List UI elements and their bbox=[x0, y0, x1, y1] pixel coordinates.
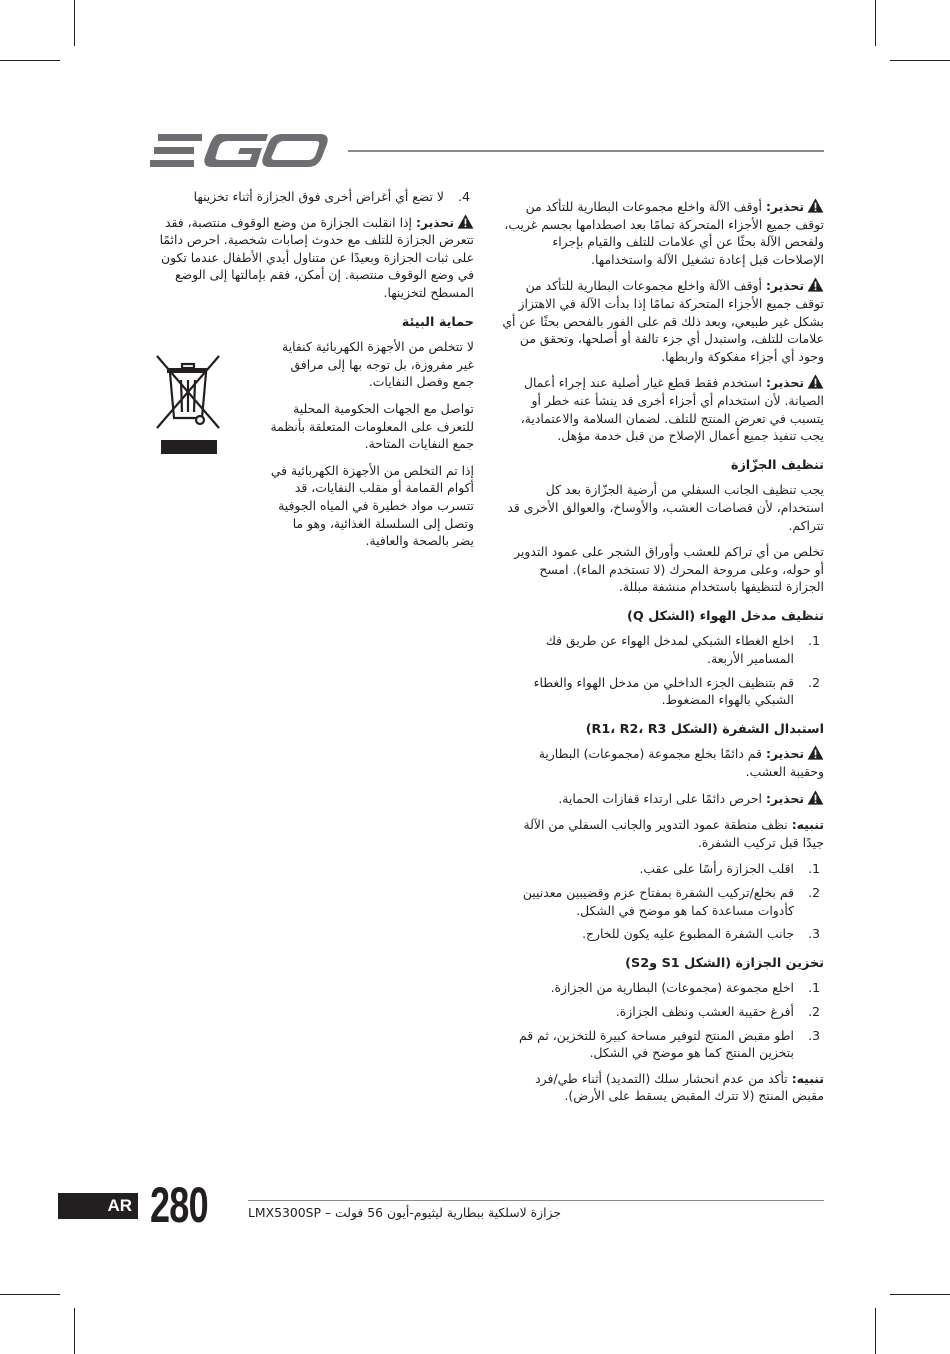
numbered-list bbox=[502, 632, 824, 708]
body-paragraph: تخلص من أي تراكم للعشب وأوراق الشجر على عمود التدوير أو حوله، وعلى مروحة المحرك (لا تستخدم الماء). امسح الجزازة لتنظيفها باستخدام منشفة مبللة. bbox=[514, 544, 824, 595]
body-paragraph: لا تتخلص من الأجهزة الكهربائية كنفاية غير مفروزة، بل توجه بها إلى مرافق جمع وفصل النفايات. bbox=[282, 339, 474, 390]
crop-mark bbox=[890, 1294, 950, 1295]
list-item: 1. اخلع مجموعة (مجموعات) البطارية من الجزازة. bbox=[550, 980, 820, 996]
crop-mark bbox=[0, 1294, 60, 1295]
warning-paragraph: تحذير: احرص دائمًا على ارتداء قفازات الحماية. bbox=[502, 790, 824, 808]
list-item: 2. قم بتنظيف الجزء الداخلي من مدخل الهواء والغطاء الشبكي بالهواء المضغوط. bbox=[533, 674, 820, 708]
section-heading: تخزين الجزازة (الشكل S1 وS2) bbox=[625, 955, 824, 971]
language-badge: AR bbox=[58, 1193, 138, 1219]
numbered-list bbox=[150, 188, 474, 206]
numbered-list bbox=[502, 979, 824, 1061]
warning-icon bbox=[807, 745, 824, 760]
warning-icon bbox=[807, 198, 824, 213]
section-heading: استبدال الشفرة (الشكل R1، R2، R3) bbox=[585, 721, 824, 737]
ego-logo bbox=[150, 130, 330, 172]
list-item: 4. لا تضع أي أغراض أخرى فوق الجزازة أثناء تخزينها bbox=[193, 189, 470, 204]
warning-paragraph: تحذير: أوقف الآلة واخلع مجموعات البطارية للتأكد من توقف جميع الأجزاء المتحركة تمامًا بعد اصطدامها بجسم غريب، ولفحص الآلة بحثًا عن أي علامات للتلف والقيام بإجراء الإصلاحات قبل إعادة تشغيل الآلة واستخدامها. bbox=[504, 199, 824, 267]
list-item: 3. جانب الشفرة المطبوع عليه يكون للخارج. bbox=[582, 926, 820, 942]
footer-product-text: جزازة لاسلكية ببطارية ليثيوم-أيون 56 فولت – LMX5300SP bbox=[248, 1205, 562, 1220]
warning-paragraph: تحذير: إذا انقلبت الجزازة من وضع الوقوف منتصبة، فقد تتعرض الجزازة للتلف مع حدوث إصابات شخصية. احرص دائمًا على ثبات الجزازة وبعيدًا عن متناول أيدي الأطفال عندما تكون في وضع الوقوف منتصبة. إن أمكن، فقم بإمالتها إلى الوضع المسطح لتخزينها. bbox=[159, 214, 474, 300]
section-heading: تنظيف الجزّازة bbox=[730, 457, 824, 473]
footer-rule bbox=[248, 1200, 824, 1201]
list-item: 1. اخلع الغطاء الشبكي لمدخل الهواء عن طريق فك المسامير الأربعة. bbox=[545, 633, 820, 667]
note-paragraph: تنبيه: تأكد من عدم انحشار سلك (التمديد) أثناء طي/فرد مقبض المنتج (لا تترك المقبض يسقط على الأرض). bbox=[535, 1070, 824, 1104]
section-heading: حماية البيئة bbox=[401, 314, 474, 330]
crop-mark bbox=[890, 60, 950, 61]
header-rule bbox=[348, 150, 824, 152]
right-column bbox=[502, 198, 824, 1114]
note-paragraph: تنبيه: نظف منطقة عمود التدوير والجانب السفلي من الآلة جيدًا قبل تركيب الشفرة. bbox=[523, 817, 824, 850]
warning-paragraph: تحذير: قم دائمًا بخلع مجموعة (مجموعات) البطارية وحقيبة العشب. bbox=[538, 746, 824, 780]
weee-bin-icon bbox=[153, 352, 223, 456]
section-heading: تنظيف مدخل الهواء (الشكل Q) bbox=[626, 608, 824, 624]
body-paragraph: يجب تنظيف الجانب السفلي من أرضية الجزّازة بعد كل استخدام، لأن قصاصات العشب، والأوساخ، والعوالق الأخرى قد تتراكم. bbox=[507, 482, 824, 533]
list-item: 2. قم بخلع/تركيب الشفرة بمفتاح عزم وقضيبين معدنيين كأدوات مساعدة كما هو موضح في الشكل. bbox=[522, 885, 820, 918]
numbered-list bbox=[502, 860, 824, 942]
environment-text bbox=[270, 338, 474, 550]
crop-mark bbox=[74, 1308, 75, 1354]
crop-mark bbox=[875, 0, 876, 46]
crop-mark bbox=[0, 60, 60, 61]
list-item: 2. أفرغ حقيبة العشب ونظف الجزازة. bbox=[615, 1003, 820, 1019]
crop-mark bbox=[74, 0, 75, 46]
body-paragraph: إذا تم التخلص من الأجهزة الكهربائية في أكوام القمامة أو مقلب النفايات، قد تتسرب مواد خطيرة في المياه الجوفية وتصل إلى السلسلة الغذائية، وهو ما يضر بالصحة والعافية. bbox=[270, 462, 474, 549]
warning-icon bbox=[807, 790, 824, 805]
warning-paragraph: تحذير: أوقف الآلة واخلع مجموعات البطارية للتأكد من توقف جميع الأجزاء المتحركة تمامًا إذا بدأت الآلة في الاهتزاز بشكل غير طبيعي، وبعد ذلك قم على الفور بالفحص بحثًا عن أي علامات للتلف، واستبدل أي جزء تالفة أو أصلحها، وتحقق من وجود أي أجزاء مفكوكة واربطها. bbox=[502, 278, 824, 364]
warning-icon bbox=[457, 214, 474, 229]
page-number: 280 bbox=[150, 1177, 208, 1233]
warning-icon bbox=[807, 374, 824, 389]
body-paragraph: تواصل مع الجهات الحكومية المحلية للتعرف على المعلومات المتعلقة بأنظمة جمع النفايات المتاحة. bbox=[270, 400, 474, 452]
crop-mark bbox=[875, 1308, 876, 1354]
list-item: 1. اقلب الجزازة رأسًا على عقب. bbox=[639, 861, 820, 877]
warning-paragraph: تحذير: استخدم فقط قطع غيار أصلية عند إجراء أعمال الصيانة. لأن استخدام أي أجزاء أخرى قد ينشأ عنه خطر أو يتسبب في تعرض المنتج للتلف. لضمان السلامة والاعتمادية، يجب تنفيذ جميع أعمال الإصلاح من قبل خدمة مؤهل. bbox=[520, 375, 824, 444]
warning-icon bbox=[807, 277, 824, 292]
list-item: 3. اطو مقبض المنتج لتوفير مساحة كبيرة للتخزين، ثم قم بتخزين المنتج كما هو موضح في الشكل. bbox=[519, 1027, 820, 1061]
